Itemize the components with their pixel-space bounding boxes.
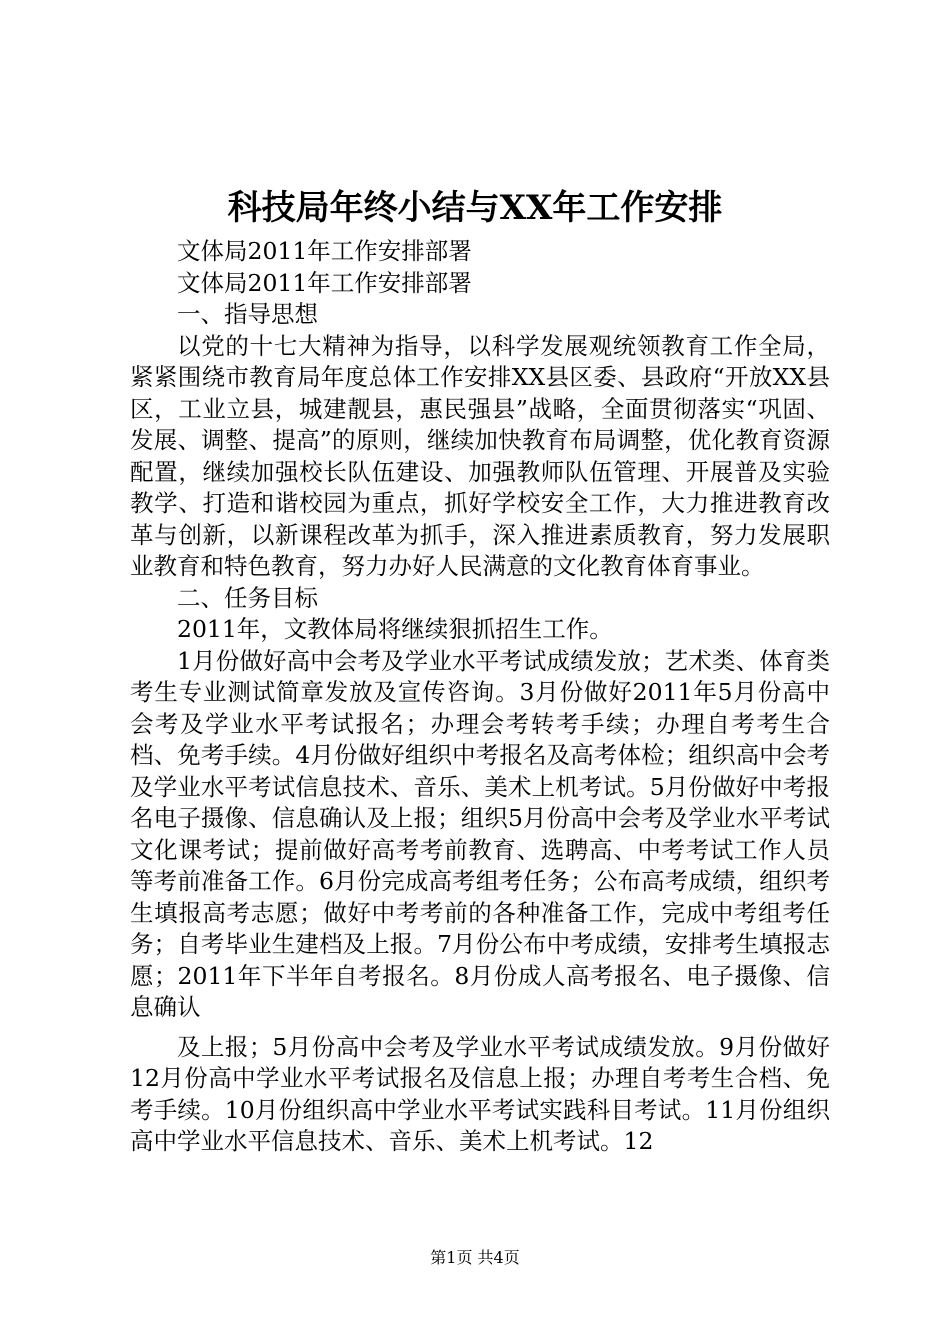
paragraph-monthly-schedule: 1月份做好高中会考及学业水平考试成绩发放；艺术类、体育类考生专业测试简章发放及宣传咨询。3月份做好2011年5月份高中会考及学业水平考试报名；办理会考转考手续；办理自考考生合档、免考手续。4月份做好组织中考报名及高考体检；组织高中会考及学业水平考试信息技术、音乐、美术上机考试。5月份做好中考报名电子摄像、信息确认及上报；组织5月份高中会考及学业水平考试文化课考试；提前做好高考考前教育、选聘高、中考考试工作人员等考前准备工作。6月份完成高考组考任务；公布高考成绩，组织考生填报高考志愿；做好中考考前的各种准备工作，完成中考组考任务；自考毕业生建档及上报。7月份公布中考成绩，安排考生填报志愿；2011年下半年自考报名。8月份成人高考报名、电子摄像、信息确认 <box>130 646 830 1021</box>
document-title: 科技局年终小结与XX年工作安排 <box>227 188 723 228</box>
section-heading-guiding-ideology: 一、指导思想 <box>177 300 318 328</box>
section-heading-task-goals: 二、任务目标 <box>177 583 318 612</box>
paragraph-enrollment-intro: 2011年，文教体局将继续狠抓招生工作。 <box>177 615 613 643</box>
paragraph-subtitle-2: 文体局2011年工作安排部署 <box>177 268 472 297</box>
page-footer: 第1页 共4页 <box>430 1248 520 1267</box>
document-body <box>130 236 830 1158</box>
paragraph-subtitle-1: 文体局2011年工作安排部署 <box>177 237 472 265</box>
paragraph-guiding-ideology: 以党的十七大精神为指导，以科学发展观统领教育工作全局，紧紧围绕市教育局年度总体工作安排XX县区委、县政府“开放XX县区，工业立县，城建靓县，惠民强县”战略，全面贯彻落实“巩固、发展、调整、提高”的原则，继续加快教育布局调整，优化教育资源配置，继续加强校长队伍建设、加强教师队伍管理、开展普及实验教学、打造和谐校园为重点，抓好学校安全工作，大力推进教育改革与创新，以新课程改革为抓手，深入推进素质教育，努力发展职业教育和特色教育，努力办好人民满意的文化教育体育事业。 <box>130 331 830 580</box>
paragraph-monthly-schedule-continued: 及上报；5月份高中会考及学业水平考试成绩发放。9月份做好12月份高中学业水平考试报名及信息上报；办理自考考生合档、免考手续。10月份组织高中学业水平考试实践科目考试。11月份组织高中学业水平信息技术、音乐、美术上机考试。12 <box>130 1032 830 1155</box>
